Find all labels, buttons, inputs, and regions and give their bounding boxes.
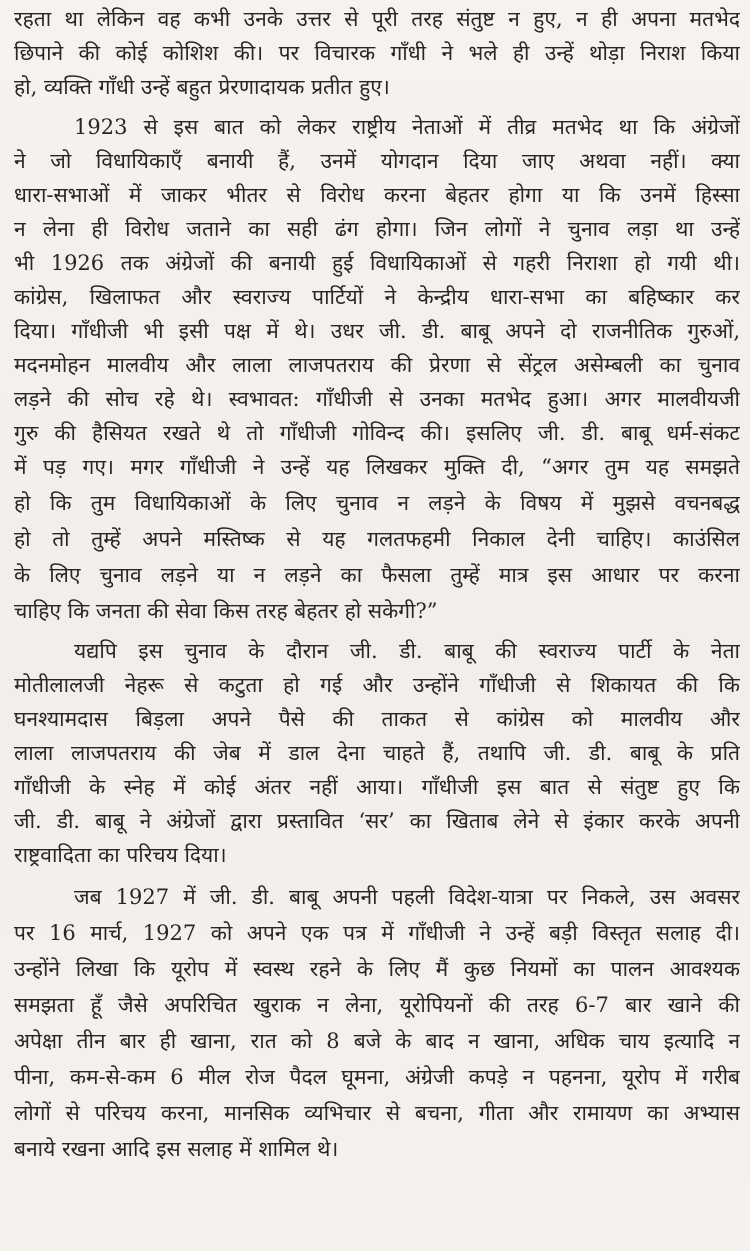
text-line: 1923 से इस बात को लेकर राष्ट्रीय नेताओं में तीव्र मतभेद था कि अंग्रेजों <box>74 115 740 139</box>
text-line: कांग्रेस, खिलाफत और स्वराज्य पार्टियों ने केन्द्रीय धारा-सभा का बहिष्कार कर <box>14 285 740 309</box>
text-line: गाँधीजी के स्नेह में कोई अंतर नहीं आया। गाँधीजी इस बात से संतुष्ट हुए कि <box>14 775 740 799</box>
text-line: धारा-सभाओं में जाकर भीतर से विरोध करना बेहतर होगा या कि उनमें हिस्सा <box>14 183 740 207</box>
text-line: पर 16 मार्च, 1927 को अपने एक पत्र में गाँधीजी ने उन्हें बड़ी विस्तृत सलाह दी। <box>14 921 740 945</box>
text-line: लोगों से परिचय करना, मानसिक व्यभिचार से बचना, गीता और रामायण का अभ्यास <box>14 1101 740 1125</box>
text-line: चाहिए कि जनता की सेवा किस तरह बेहतर हो सकेगी?” <box>14 599 438 623</box>
text-line: मदनमोहन मालवीय और लाला लाजपतराय की प्रेरणा से सेंट्रल असेम्बली का चुनाव <box>14 353 740 377</box>
text-line: में पड़ गए। मगर गाँधीजी ने उन्हें यह लिखकर मुक्ति दी, “अगर तुम यह समझते <box>14 455 740 479</box>
text-line: बनाये रखना आदि इस सलाह में शामिल थे। <box>14 1137 339 1161</box>
text-line: दिया। गाँधीजी भी इसी पक्ष में थे। उधर जी. डी. बाबू अपने दो राजनीतिक गुरुओं, <box>14 319 740 343</box>
text-line: राष्ट्रवादिता का परिचय दिया। <box>14 843 227 867</box>
text-line: मोतीलालजी नेहरू से कटुता हो गई और उन्होंने गाँधीजी से शिकायत की कि <box>14 673 740 697</box>
text-line: के लिए चुनाव लड़ने या न लड़ने का फैसला तुम्हें मात्र इस आधार पर करना <box>14 563 740 587</box>
text-line: जब 1927 में जी. डी. बाबू अपनी पहली विदेश-यात्रा पर निकले, उस अवसर <box>74 885 740 909</box>
text-line: ने जो विधायिकाएँ बनायी हैं, उनमें योगदान दिया जाए अथवा नहीं। क्या <box>14 149 740 173</box>
text-line: गुरु की हैसियत रखते थे तो गाँधीजी गोविन्द की। इसलिए जी. डी. बाबू धर्म-संकट <box>14 421 740 445</box>
text-line: उन्होंने लिखा कि यूरोप में स्वस्थ रहने के लिए मैं कुछ नियमों का पालन आवश्यक <box>14 957 740 981</box>
text-line: पीना, कम-से-कम 6 मील रोज पैदल घूमना, अंग्रेजी कपड़े न पहनना, यूरोप में गरीब <box>14 1065 740 1089</box>
text-line: हो, व्यक्ति गाँधी उन्हें बहुत प्रेरणादायक प्रतीत हुए। <box>14 75 390 99</box>
text-line: अपेक्षा तीन बार ही खाना, रात को 8 बजे के बाद न खाना, अधिक चाय इत्यादि न <box>14 1029 740 1053</box>
text-line: घनश्यामदास बिड़ला अपने पैसे की ताकत से कांग्रेस को मालवीय और <box>14 707 740 731</box>
text-line: जी. डी. बाबू ने अंग्रेजों द्वारा प्रस्तावित ‘सर’ का खिताब लेने से इंकार करके अपनी <box>14 809 740 833</box>
text-line: न लेना ही विरोध जताने का सही ढंग होगा। जिन लोगों ने चुनाव लड़ा था उन्हें <box>14 217 740 241</box>
text-line: हो कि तुम विधायिकाओं के लिए चुनाव न लड़ने के विषय में मुझसे वचनबद्ध <box>14 491 740 515</box>
text-line: हो तो तुम्हें अपने मस्तिष्क से यह गलतफहमी निकाल देनी चाहिए। काउंसिल <box>14 527 740 551</box>
text-line: समझता हूँ जैसे अपरिचित खुराक न लेना, यूरोपियनों की तरह 6-7 बार खाने की <box>14 993 740 1017</box>
text-line: लड़ने की सोच रहे थे। स्वभावत: गाँधीजी से उनका मतभेद हुआ। अगर मालवीयजी <box>14 387 740 411</box>
text-line: छिपाने की कोई कोशिश की। पर विचारक गाँधी ने भले ही उन्हें थोड़ा निराश किया <box>14 41 740 65</box>
text-line: यद्यपि इस चुनाव के दौरान जी. डी. बाबू की स्वराज्य पार्टी के नेता <box>74 639 740 663</box>
text-line: लाला लाजपतराय की जेब में डाल देना चाहते हैं, तथापि जी. डी. बाबू के प्रति <box>14 741 740 765</box>
text-line: रहता था लेकिन वह कभी उनके उत्तर से पूरी तरह संतुष्ट न हुए, न ही अपना मतभेद <box>14 7 740 31</box>
text-line: भी 1926 तक अंग्रेजों की बनायी हुई विधायिकाओं से गहरी निराशा हो गयी थी। <box>14 251 740 275</box>
